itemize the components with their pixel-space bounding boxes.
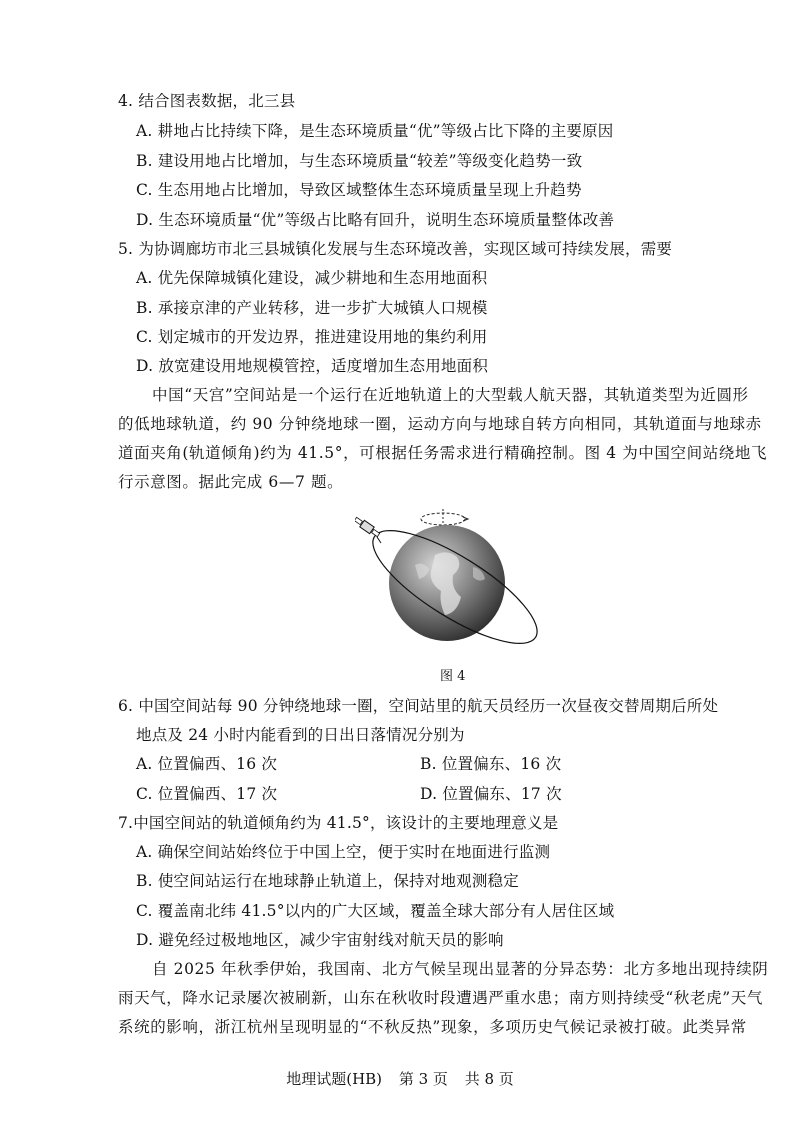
q6-option-d: D. 位置偏东、17 次 (420, 785, 562, 803)
page-footer (0, 1068, 800, 1089)
space-station-icon (355, 516, 381, 539)
passage2-line-1: 自 2025 年秋季伊始，我国南、北方气候呈现出显著的分异态势：北方多地出现持续阴 (152, 960, 769, 978)
q4-option-a: A. 耕地占比持续下降，是生态环境质量“优”等级占比下降的主要原因 (136, 122, 614, 140)
passage1-line-2: 的低地球轨道，约 90 分钟绕地球一圈，运动方向与地球自转方向相同，其轨道面与地球赤 (118, 415, 762, 433)
q5-option-b: B. 承接京津的产业转移，进一步扩大城镇人口规模 (136, 299, 488, 317)
q6-stem-line-2: 地点及 24 小时内能看到的日出日落情况分别为 (136, 726, 465, 744)
q7-option-d: D. 避免经过极地地区，减少宇宙射线对航天员的影响 (136, 931, 504, 949)
q4-stem: 4. 结合图表数据，北三县 (118, 92, 296, 110)
q5-option-c: C. 划定城市的开发边界，推进建设用地的集约利用 (136, 328, 488, 346)
footer-subject: 地理试题(HB) (286, 1070, 383, 1088)
q6-stem-line-1: 6. 中国空间站每 90 分钟绕地球一圈，空间站里的航天员经历一次昼夜交替周期后所处 (118, 697, 719, 715)
passage1-line-4: 行示意图。据此完成 6—7 题。 (118, 473, 344, 491)
passage1-line-1: 中国“天宫”空间站是一个运行在近地轨道上的大型载人航天器，其轨道类型为近圆形 (152, 386, 749, 404)
earth-orbit-icon (355, 505, 555, 655)
q7-option-b: B. 使空间站运行在地球静止轨道上，保持对地观测稳定 (136, 872, 519, 890)
footer-page-number: 第 3 页 (398, 1070, 448, 1088)
q4-option-c: C. 生态用地占比增加，导致区域整体生态环境质量呈现上升趋势 (136, 181, 582, 199)
passage2-line-2: 雨天气，降水记录屡次被刷新，山东在秋收时段遭遇严重水患；南方则持续受“秋老虎”天气 (118, 989, 763, 1007)
q7-stem: 7.中国空间站的轨道倾角约为 41.5°，该设计的主要地理意义是 (118, 814, 559, 832)
q4-option-b: B. 建设用地占比增加，与生态环境质量“较差”等级变化趋势一致 (136, 152, 583, 170)
footer-total-pages: 共 8 页 (464, 1070, 514, 1088)
q5-stem: 5. 为协调廊坊市北三县城镇化发展与生态环境改善，实现区域可持续发展，需要 (118, 240, 673, 258)
q5-option-a: A. 优先保障城镇化建设，减少耕地和生态用地面积 (136, 269, 488, 287)
q5-option-d: D. 放宽建设用地规模管控，适度增加生态用地面积 (136, 357, 489, 375)
q6-option-b: B. 位置偏东、16 次 (420, 755, 562, 773)
passage1-line-3: 道面夹角(轨道倾角)约为 41.5°，可根据任务需求进行精确控制。图 4 为中国空间站绕地飞 (118, 444, 768, 462)
passage2-line-3: 系统的影响，浙江杭州呈现明显的“不秋反热”现象，多项历史气候记录被打破。此类异常 (118, 1018, 747, 1036)
q4-option-d: D. 生态环境质量“优”等级占比略有回升，说明生态环境质量整体改善 (136, 211, 615, 229)
q6-option-c: C. 位置偏西、17 次 (136, 785, 278, 803)
q6-option-a: A. 位置偏西、16 次 (136, 755, 278, 773)
q7-option-a: A. 确保空间站始终位于中国上空，便于实时在地面进行监测 (136, 843, 551, 861)
figure-caption: 图 4 (440, 669, 466, 684)
q7-option-c: C. 覆盖南北纬 41.5°以内的广大区域，覆盖全球大部分有人居住区域 (136, 902, 615, 920)
